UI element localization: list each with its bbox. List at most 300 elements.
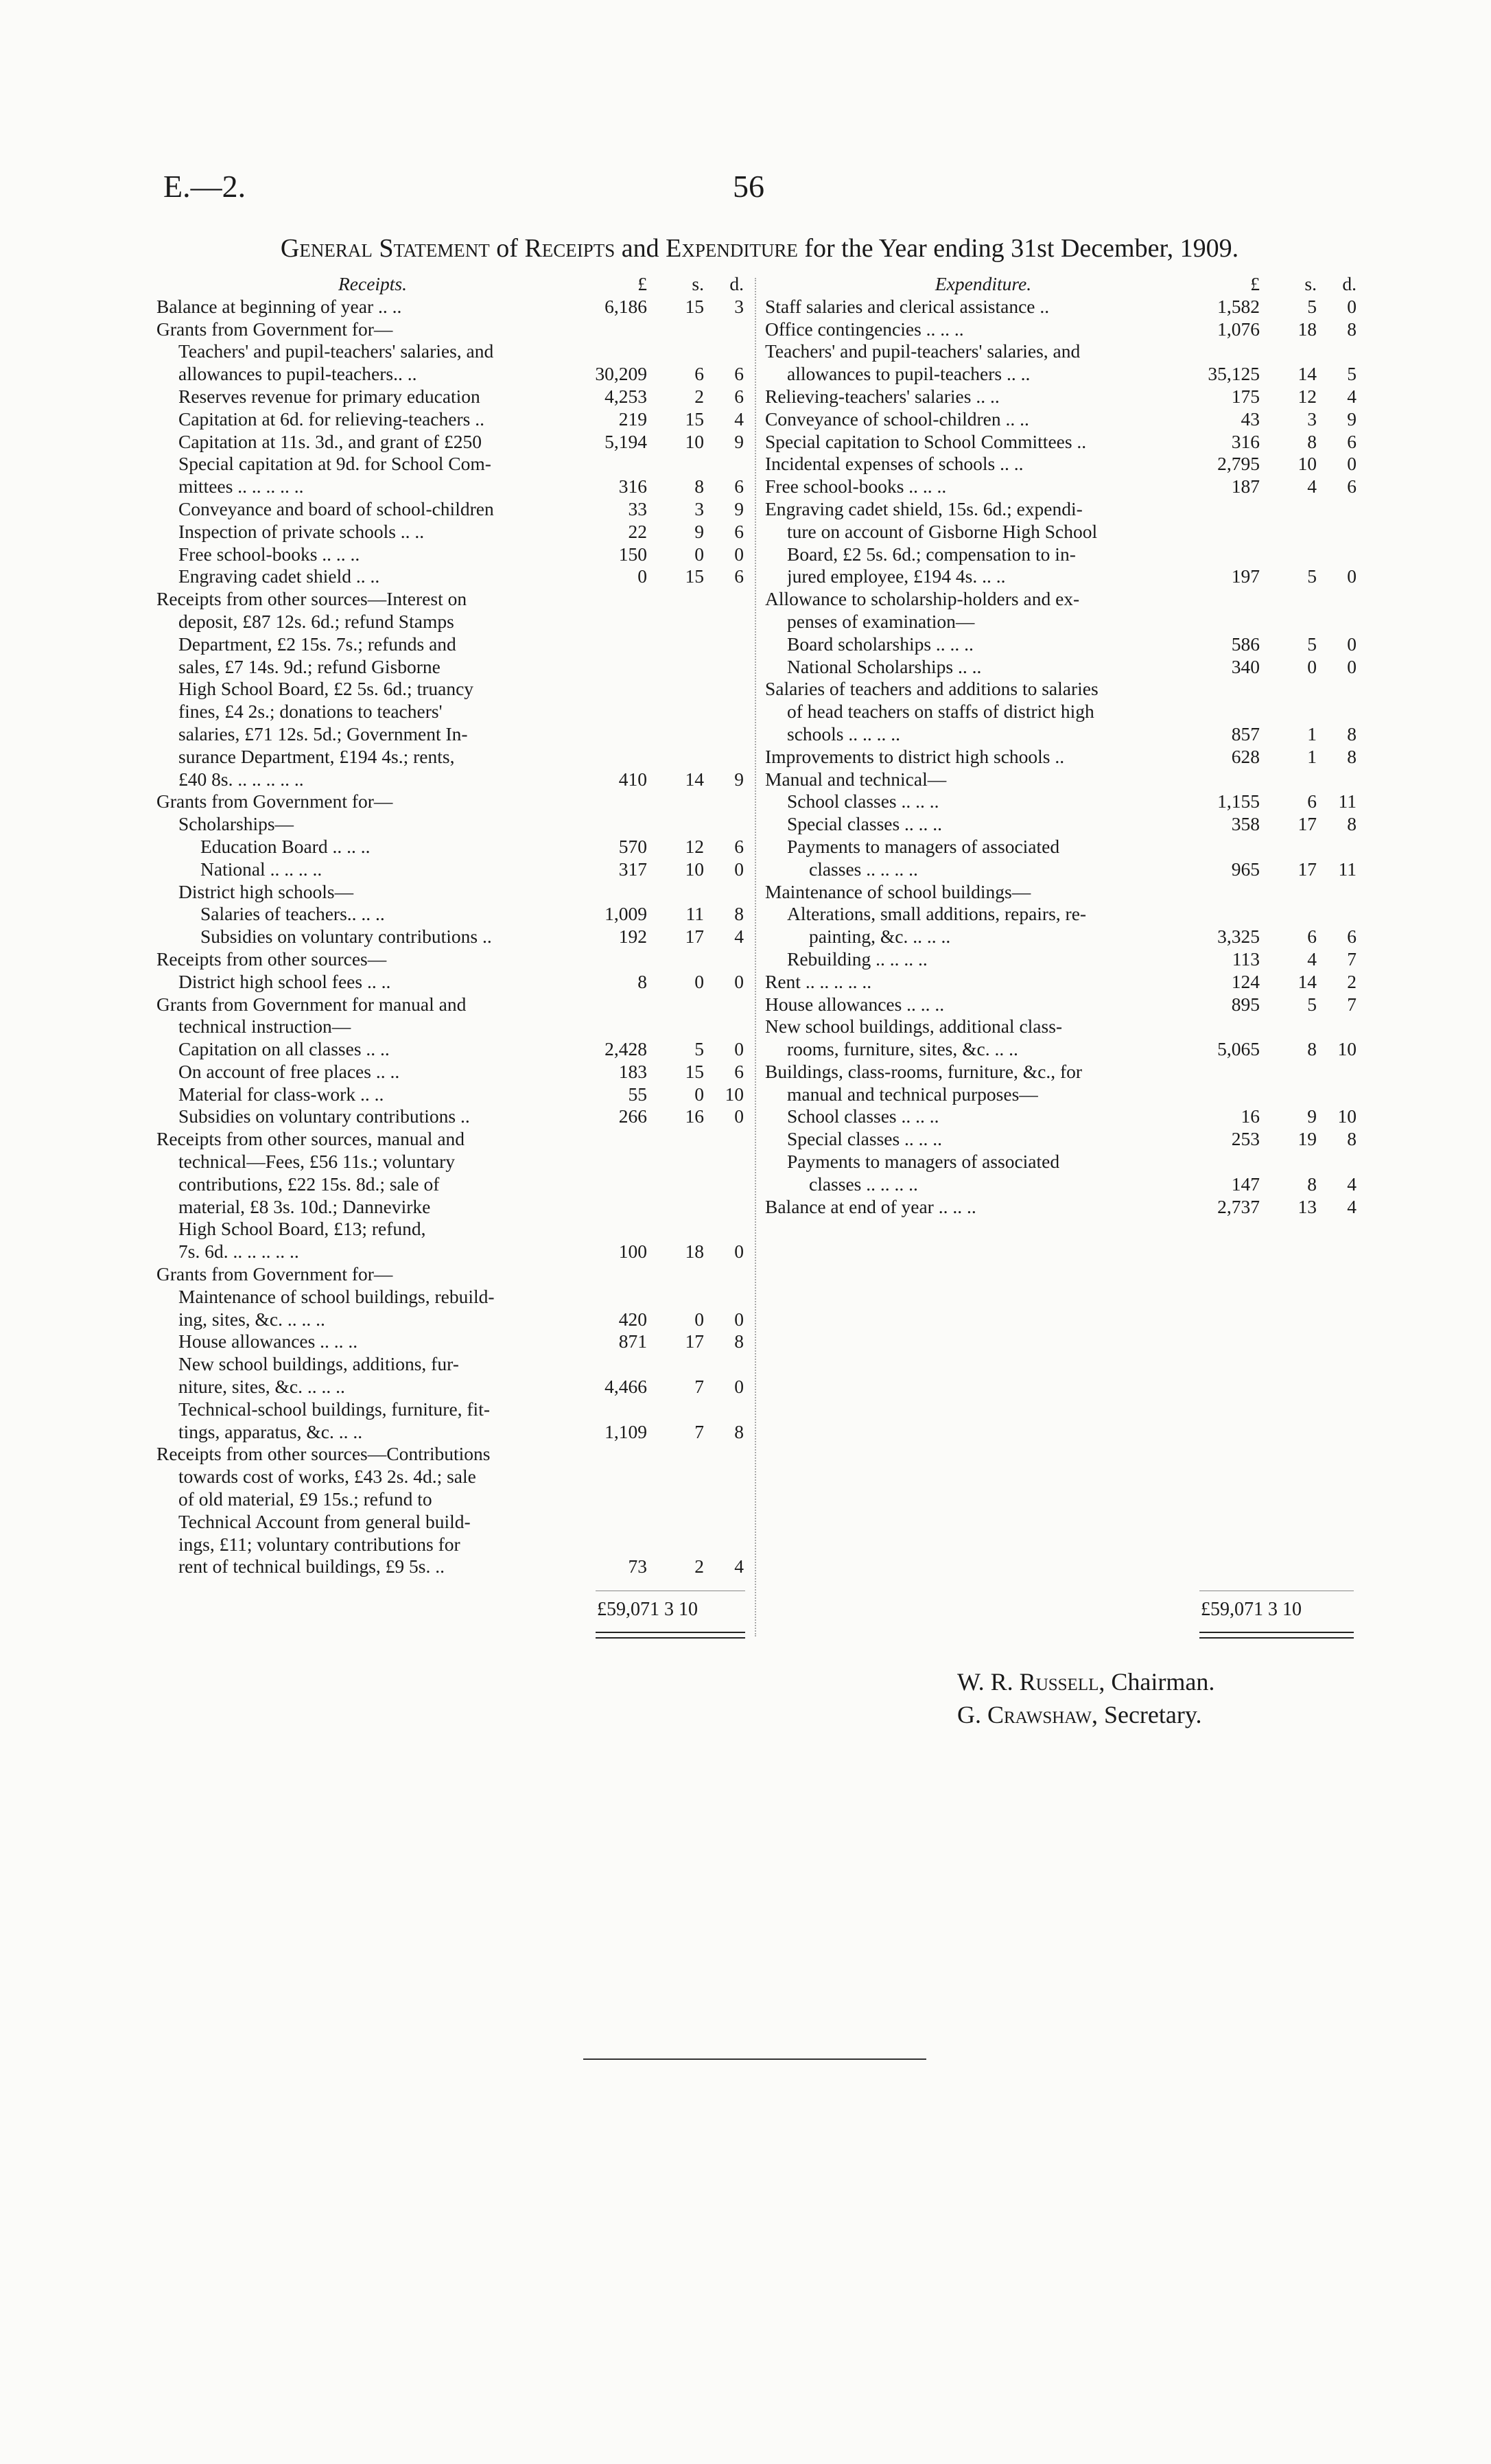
amount-shillings: 8 [1307,1038,1317,1060]
amount-shillings: 6 [694,363,704,385]
amount-pounds: 628 [1231,745,1260,767]
amount-shillings: 7 [694,1420,704,1442]
amount-pounds: 253 [1231,1128,1260,1150]
receipts-row [156,858,747,881]
amount-pounds: 73 [628,1556,647,1577]
amount-pounds: 1,076 [1217,318,1260,340]
amount-pounds: 22 [628,520,647,542]
amount-pence: 0 [1347,633,1357,655]
receipts-row [156,948,747,971]
receipts-row [156,1105,747,1128]
amount-pence: 8 [734,903,744,925]
row-label: classes .. .. .. .. [809,1173,918,1195]
row-label: House allowances .. .. .. [765,993,945,1015]
receipts-column [156,273,747,1578]
amount-pounds: 4,253 [604,385,647,407]
amount-pounds: 1,582 [1217,295,1260,317]
amount-pence: 4 [734,926,744,948]
receipts-total: £59,071 3 10 [597,1599,698,1620]
row-label: towards cost of works, £43 2s. 4d.; sale [178,1466,476,1488]
row-label: Alterations, small additions, repairs, re- [787,903,1087,925]
receipts-row [156,431,747,454]
title-word: General [280,234,373,263]
row-label: manual and technical purposes— [787,1083,1038,1105]
pence-column-heading: d. [1342,273,1357,294]
receipts-row [156,926,747,948]
row-label: Receipts from other sources— [156,948,387,970]
amount-shillings: 0 [694,1083,704,1105]
expenditure-row [765,498,1359,521]
row-label: On account of free places .. .. [178,1060,400,1082]
receipts-row [156,296,747,318]
row-label: Allowance to scholarship-holders and ex- [765,588,1080,610]
row-label: Manual and technical— [765,768,947,790]
receipts-row [156,1196,747,1219]
expenditure-row [765,790,1359,813]
row-label: classes .. .. .. .. [809,858,918,880]
amount-shillings: 5 [694,1038,704,1060]
shilling-column-heading: s. [692,273,704,294]
amount-shillings: 16 [685,1105,704,1127]
receipts-row [156,386,747,408]
amount-pence: 4 [1347,1195,1357,1217]
total-double-rule [1199,1637,1354,1639]
pound-column-heading: £ [637,273,647,294]
expenditure-row [765,633,1359,656]
row-label: School classes .. .. .. [787,790,939,812]
amount-shillings: 12 [685,835,704,857]
amount-shillings: 0 [1307,655,1317,677]
amount-pounds: 316 [618,476,647,497]
amount-pence: 4 [1347,1173,1357,1195]
amount-pounds: 0 [637,565,647,587]
row-label: Inspection of private schools .. .. [178,520,425,542]
amount-shillings: 6 [1307,926,1317,948]
row-label: Teachers' and pupil-teachers' salaries, and [765,340,1081,362]
expenditure-row [765,701,1359,723]
amount-shillings: 8 [694,476,704,497]
expenditure-row [765,903,1359,926]
amount-shillings: 17 [1298,858,1317,880]
expenditure-row [765,521,1359,543]
expenditure-row [765,678,1359,701]
row-label: Staff salaries and clerical assistance .. [765,295,1050,317]
row-label: Special capitation at 9d. for School Com- [178,453,491,475]
expenditure-row [765,1196,1359,1219]
expenditure-row [765,565,1359,588]
expenditure-row [765,340,1359,363]
amount-shillings: 0 [694,1308,704,1330]
expenditure-row [765,746,1359,768]
receipts-row [156,1173,747,1196]
amount-pence: 8 [1347,1128,1357,1150]
row-label: Payments to managers of associated [787,1151,1060,1173]
amount-pounds: 113 [1232,948,1260,970]
row-label: rent of technical buildings, £9 5s. .. [178,1556,445,1577]
amount-pounds: 317 [618,858,647,880]
receipts-row [156,1330,747,1353]
receipts-row [156,903,747,926]
amount-pence: 0 [734,1038,744,1060]
row-label: Grants from Government for— [156,1263,393,1285]
receipts-row [156,521,747,543]
amount-pence: 4 [734,408,744,430]
expenditure-row [765,994,1359,1016]
amount-pounds: 895 [1231,993,1260,1015]
receipts-row [156,363,747,386]
row-label: Scholarships— [178,813,294,835]
amount-pounds: 124 [1231,970,1260,992]
row-label: Subsidies on voluntary contributions .. [178,1105,470,1127]
receipts-row [156,723,747,746]
row-label: schools .. .. .. .. [787,723,900,744]
row-label: Conveyance and board of school-children [178,497,494,519]
amount-pence: 6 [734,565,744,587]
title-word: Statement [379,234,490,263]
amount-pence: 7 [1347,948,1357,970]
amount-pounds: 358 [1231,813,1260,835]
row-label: Payments to managers of associated [787,835,1060,857]
amount-pounds: 871 [618,1330,647,1352]
amount-shillings: 1 [1307,723,1317,744]
row-label: Grants from Government for manual and [156,993,467,1015]
row-label: ings, £11; voluntary contributions for [178,1533,460,1555]
amount-pence: 0 [1347,565,1357,587]
amount-shillings: 14 [1298,970,1317,992]
chairman-name: W. R. Russell, [957,1668,1105,1696]
row-label: High School Board, £2 5s. 6d.; truancy [178,678,474,700]
row-label: deposit, £87 12s. 6d.; refund Stamps [178,610,454,632]
row-label: House allowances .. .. .. [178,1330,358,1352]
amount-shillings: 8 [1307,1173,1317,1195]
amount-pence: 0 [1347,453,1357,475]
expenditure-row [765,1061,1359,1083]
chairman-signature [957,1667,1214,1696]
expenditure-row [765,611,1359,633]
amount-pence: 11 [1338,790,1357,812]
receipts-row [156,1376,747,1398]
row-label: technical—Fees, £56 11s.; voluntary [178,1151,455,1173]
amount-pounds: 30,209 [595,363,647,385]
row-label: Salaries of teachers.. .. .. [200,903,385,925]
row-label: ture on account of Gisborne High School [787,520,1098,542]
amount-shillings: 5 [1307,633,1317,655]
amount-shillings: 17 [1298,813,1317,835]
amount-pounds: 6,186 [604,295,647,317]
amount-pence: 8 [1347,318,1357,340]
receipts-row [156,1286,747,1309]
row-label: Salaries of teachers and additions to salaries [765,678,1099,700]
amount-shillings: 9 [1307,1105,1317,1127]
row-label: District high school fees .. .. [178,970,391,992]
amount-pounds: 586 [1231,633,1260,655]
column-divider [755,278,756,1636]
expenditure-row [765,971,1359,994]
amount-shillings: 15 [685,295,704,317]
amount-shillings: 4 [1307,476,1317,497]
row-label: National Scholarships .. .. [787,655,982,677]
receipts-row [156,543,747,566]
amount-shillings: 3 [694,497,704,519]
expenditure-row [765,1151,1359,1173]
amount-pence: 6 [734,476,744,497]
receipts-row [156,1466,747,1488]
amount-shillings: 15 [685,565,704,587]
row-label: Technical-school buildings, furniture, fit- [178,1398,490,1420]
row-label: Special classes .. .. .. [787,1128,943,1150]
row-label: Engraving cadet shield .. .. [178,565,380,587]
amount-pence: 8 [734,1330,744,1352]
amount-pence: 0 [734,858,744,880]
row-label: jured employee, £194 4s. .. .. [787,565,1006,587]
expenditure-row [765,656,1359,679]
receipts-row [156,790,747,813]
receipts-row [156,318,747,341]
expenditure-row [765,1128,1359,1151]
amount-pence: 0 [734,1308,744,1330]
amount-pence: 10 [725,1083,744,1105]
amount-pounds: 316 [1231,430,1260,452]
amount-shillings: 5 [1307,565,1317,587]
row-label: salaries, £71 12s. 5d.; Government In- [178,723,468,744]
amount-shillings: 6 [1307,790,1317,812]
amount-pence: 6 [734,520,744,542]
receipts-row [156,994,747,1016]
expenditure-row [765,588,1359,611]
amount-shillings: 3 [1307,408,1317,430]
row-label: technical instruction— [178,1016,351,1037]
amount-shillings: 18 [685,1241,704,1263]
row-label: penses of examination— [787,610,975,632]
secretary-name: G. Crawshaw, [957,1701,1098,1728]
row-label: 7s. 6d. .. .. .. .. .. [178,1241,299,1263]
amount-pence: 10 [1337,1038,1357,1060]
amount-shillings: 7 [694,1376,704,1398]
row-label: Technical Account from general build- [178,1510,471,1532]
amount-shillings: 15 [685,1060,704,1082]
amount-shillings: 10 [685,858,704,880]
amount-shillings: 0 [694,970,704,992]
row-label: Capitation on all classes .. .. [178,1038,390,1060]
row-label: niture, sites, &c. .. .. .. [178,1376,345,1398]
row-label: Education Board .. .. .. [200,835,371,857]
row-label: material, £8 3s. 10d.; Dannevirke [178,1195,431,1217]
row-label: Special capitation to School Committees .. [765,430,1087,452]
receipts-row [156,1218,747,1241]
row-label: Teachers' and pupil-teachers' salaries, and [178,340,494,362]
receipts-row [156,1083,747,1106]
amount-pence: 9 [734,768,744,790]
amount-shillings: 18 [1298,318,1317,340]
row-label: Reserves revenue for primary education [178,385,480,407]
amount-pounds: 100 [618,1241,647,1263]
chairman-title: Chairman. [1111,1668,1215,1696]
amount-pence: 7 [1347,993,1357,1015]
receipts-row [156,1016,747,1038]
amount-pounds: 35,125 [1208,363,1260,385]
amount-pence: 8 [1347,813,1357,835]
row-label: Balance at end of year .. .. .. [765,1195,976,1217]
amount-pounds: 266 [618,1105,647,1127]
amount-pounds: 410 [618,768,647,790]
receipts-row [156,768,747,791]
amount-pence: 9 [1347,408,1357,430]
row-label: Improvements to district high schools .. [765,745,1065,767]
row-label: mittees .. .. .. .. .. [178,476,304,497]
amount-pounds: 420 [618,1308,647,1330]
amount-pounds: 5,194 [604,430,647,452]
row-label: Incidental expenses of schools .. .. [765,453,1024,475]
amount-shillings: 2 [694,385,704,407]
amount-pounds: 33 [628,497,647,519]
row-label: Engraving cadet shield, 15s. 6d.; expendi- [765,497,1083,519]
amount-pence: 6 [734,1060,744,1082]
row-label: Grants from Government for— [156,790,393,812]
amount-pounds: 197 [1231,565,1260,587]
receipts-row [156,881,747,904]
amount-shillings: 4 [1307,948,1317,970]
amount-pounds: 2,795 [1217,453,1260,475]
expenditure-row [765,1105,1359,1128]
receipts-row [156,1511,747,1534]
secretary-title: Secretary. [1103,1701,1202,1728]
expenditure-row [765,1038,1359,1061]
receipts-row [156,1151,747,1173]
row-label: National .. .. .. .. [200,858,322,880]
row-label: Receipts from other sources—Contributions [156,1443,491,1465]
row-label: allowances to pupil-teachers.. .. [178,363,417,385]
receipts-row [156,813,747,836]
receipts-row [156,1443,747,1466]
amount-pounds: 1,109 [604,1420,647,1442]
receipts-row [156,565,747,588]
amount-pence: 6 [734,385,744,407]
expenditure-row [765,476,1359,498]
amount-shillings: 11 [685,903,704,925]
row-label: Free school-books .. .. .. [765,476,947,497]
row-label: Department, £2 15s. 7s.; refunds and [178,633,456,655]
expenditure-row [765,453,1359,476]
row-label: fines, £4 2s.; donations to teachers' [178,701,443,723]
document-code: E.—2. [163,169,246,204]
receipts-heading: Receipts. [338,273,408,294]
amount-pounds: 192 [618,926,647,948]
row-label: Board scholarships .. .. .. [787,633,974,655]
receipts-row [156,498,747,521]
amount-shillings: 0 [694,543,704,565]
row-label: Receipts from other sources—Interest on [156,588,467,610]
receipts-row [156,1556,747,1578]
receipts-row [156,836,747,858]
row-label: New school buildings, additions, fur- [178,1353,459,1375]
amount-shillings: 8 [1307,430,1317,452]
expenditure-row [765,386,1359,408]
amount-pence: 8 [1347,723,1357,744]
secretary-signature [957,1700,1202,1729]
row-label: of old material, £9 15s.; refund to [178,1488,432,1510]
row-label: contributions, £22 15s. 8d.; sale of [178,1173,440,1195]
receipts-row [156,588,747,611]
row-label: Rebuilding .. .. .. .. [787,948,928,970]
amount-pounds: 340 [1231,655,1260,677]
receipts-row [156,1309,747,1331]
row-label: Receipts from other sources, manual and [156,1128,465,1150]
amount-pence: 6 [1347,476,1357,497]
row-label: allowances to pupil-teachers .. .. [787,363,1031,385]
row-label: of head teachers on staffs of district high [787,701,1094,723]
amount-pounds: 147 [1231,1173,1260,1195]
row-label: Material for class-work .. .. [178,1083,384,1105]
row-label: Office contingencies .. .. .. [765,318,964,340]
pence-column-heading: d. [729,273,744,294]
amount-pence: 11 [1338,858,1357,880]
receipts-row [156,1488,747,1511]
receipts-row [156,971,747,994]
row-label: Maintenance of school buildings— [765,880,1031,902]
receipts-row [156,453,747,476]
receipts-row [156,1038,747,1061]
title-rest: for the Year ending 31st December, 1909. [804,234,1239,263]
row-label: High School Board, £13; refund, [178,1218,426,1240]
row-label: rooms, furniture, sites, &c. .. .. [787,1038,1018,1060]
receipts-row [156,1353,747,1376]
amount-pence: 3 [734,295,744,317]
receipts-row [156,746,747,768]
amount-pounds: 175 [1231,385,1260,407]
total-double-rule [1199,1632,1354,1633]
receipts-row [156,476,747,498]
amount-pence: 6 [734,363,744,385]
title-word: and [621,234,659,263]
receipts-row [156,656,747,679]
row-label: Conveyance of school-children .. .. [765,408,1029,430]
expenditure-row [765,431,1359,454]
amount-shillings: 13 [1298,1195,1317,1217]
row-label: sales, £7 14s. 9d.; refund Gisborne [178,655,441,677]
amount-pence: 5 [1347,363,1357,385]
amount-pence: 4 [734,1556,744,1577]
amount-pounds: 16 [1241,1105,1260,1127]
row-label: Relieving-teachers' salaries .. .. [765,385,1000,407]
amount-pounds: 2,737 [1217,1195,1260,1217]
expenditure-row [765,1083,1359,1106]
expenditure-row [765,318,1359,341]
amount-shillings: 12 [1298,385,1317,407]
expenditure-header-row [765,273,1359,296]
amount-shillings: 10 [685,430,704,452]
amount-shillings: 5 [1307,295,1317,317]
amount-shillings: 14 [1298,363,1317,385]
expenditure-row [765,363,1359,386]
row-label: Rent .. .. .. .. .. [765,970,872,992]
amount-pence: 0 [734,1376,744,1398]
expenditure-row [765,1173,1359,1196]
expenditure-row [765,408,1359,431]
amount-shillings: 9 [694,520,704,542]
row-label: tings, apparatus, &c. .. .. [178,1420,363,1442]
expenditure-row [765,296,1359,318]
amount-pounds: 2,428 [604,1038,647,1060]
closing-rule [583,2058,926,2060]
amount-pounds: 8 [637,970,647,992]
amount-shillings: 17 [685,926,704,948]
expenditure-column [765,273,1359,1218]
amount-pence: 9 [734,430,744,452]
row-label: New school buildings, additional class- [765,1016,1063,1037]
receipts-row [156,1128,747,1151]
expenditure-row [765,881,1359,904]
amount-shillings: 17 [685,1330,704,1352]
